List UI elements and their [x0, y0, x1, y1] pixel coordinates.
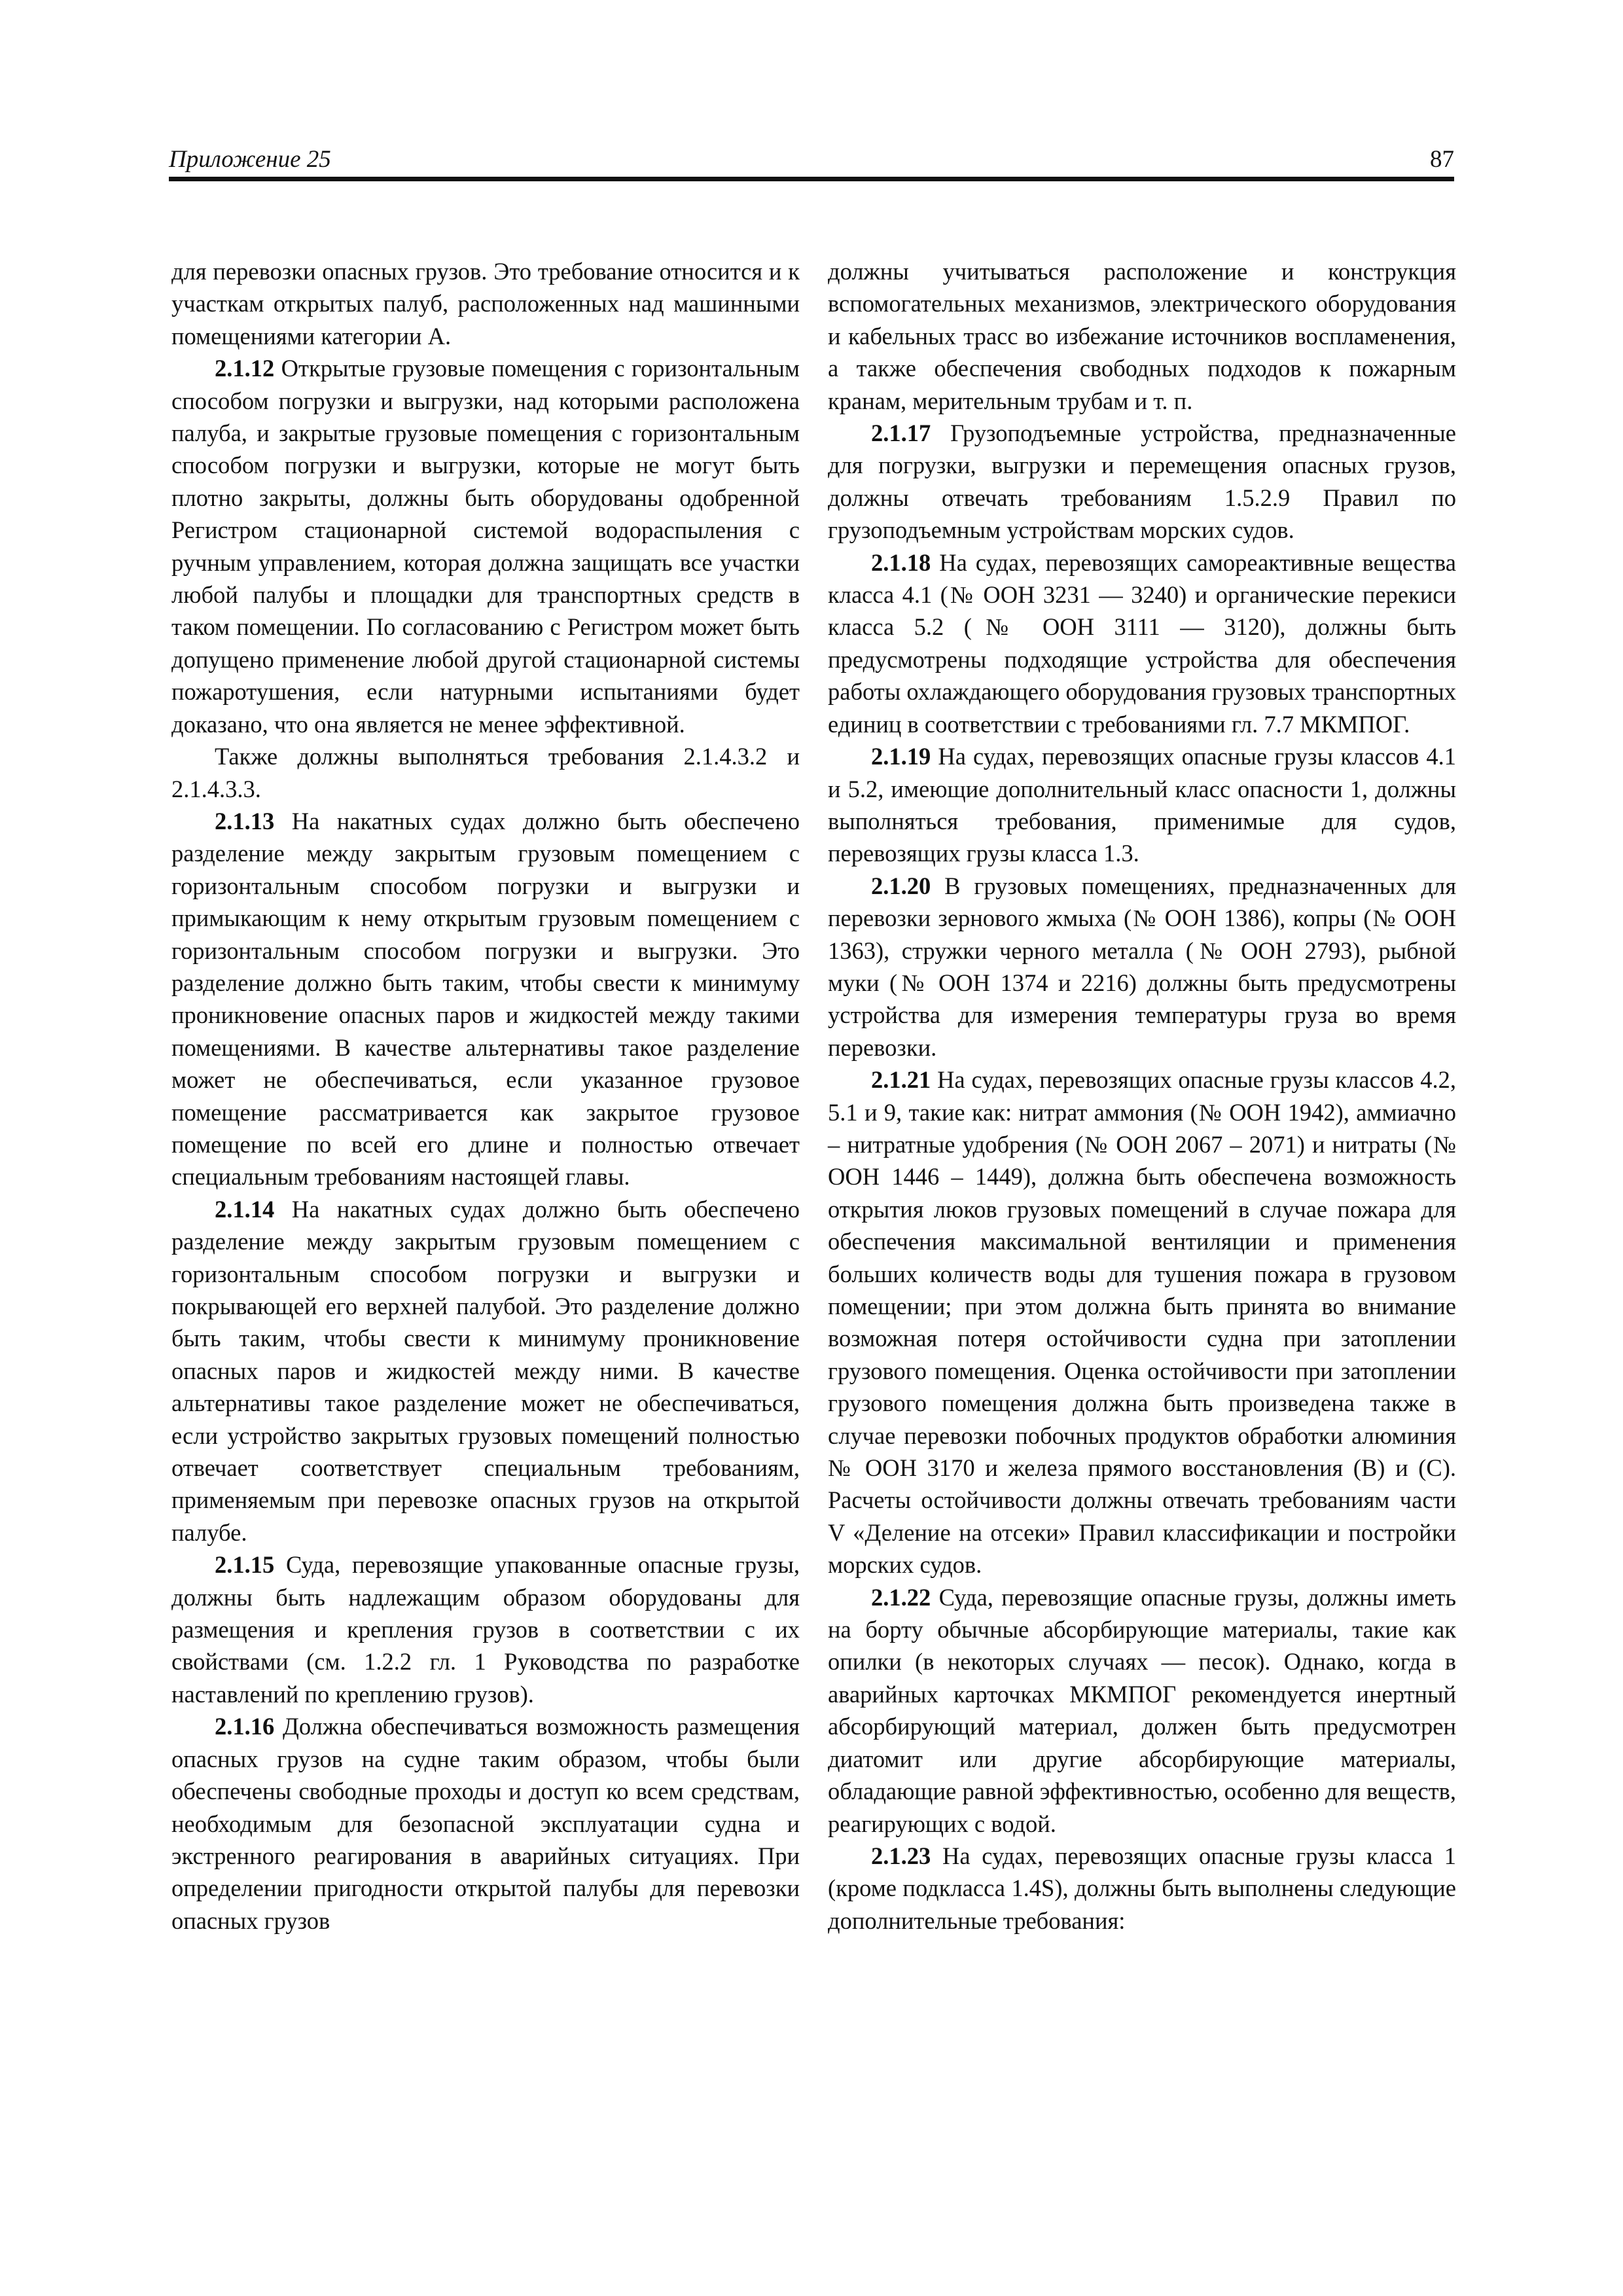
clause-number: 2.1.15	[215, 1551, 275, 1579]
clause-number: 2.1.22	[871, 1583, 931, 1611]
paragraph	[171, 352, 800, 740]
paragraph	[828, 1064, 1456, 1581]
clause-number: 2.1.17	[871, 420, 931, 447]
paragraph-text: На накатных судах должно быть обеспечено разделение между закрытым грузовым помещением с горизонтальным способом погрузки и выгрузки и покрывающей его верхней палубой. Это разделение должно быть таким, чтобы свести к минимуму проникновение опасных паров и жидкостей между ними. В качестве альтернативы такое разделение может не обеспечиваться, если устройство закрытых грузовых помещений полностью отвечает соответствует специальным требованиям, применяемым при перевозке опасных грузов на открытой палубе.	[171, 1195, 800, 1546]
clause-number: 2.1.21	[871, 1066, 931, 1094]
running-header	[169, 145, 1454, 179]
paragraph-text: На судах, перевозящих опасные грузы классов 4.1 и 5.2, имеющие дополнительный класс опасности 1, должны выполняться требования, применимые для судов, перевозящих грузы класса 1.3.	[828, 743, 1456, 867]
paragraph-text: На накатных судах должно быть обеспечено разделение между закрытым грузовым помещением с горизонтальным способом погрузки и выгрузки и примыкающим к нему открытым грузовым помещением с горизонтальным способом погрузки и выгрузки. Это разделение должно быть таким, чтобы свести к минимуму проникновение опасных паров и жидкостей между такими помещениями. В качестве альтернативы такое разделение может не обеспечиваться, если указанное грузовое помещение рассматривается как закрытое грузовое помещение по всей его длине и полностью отвечает специальным требованиям настоящей главы.	[171, 807, 800, 1191]
page-number: 87	[1430, 146, 1454, 173]
clause-number: 2.1.20	[871, 872, 931, 899]
paragraph-text: На судах, перевозящих опасные грузы классов 4.2, 5.1 и 9, такие как: нитрат аммония (№ ООН 1942), аммиачно – нитратные удобрения (№ ООН 2067 – 2071) и нитраты (№ ООН 1446 – 1449), должна быть обеспечена возможность открытия люков грузовых помещений в случае пожара для обеспечения максимальной вентиляции и применения больших количеств воды для тушения пожара в грузовом помещении; при этом должна быть принята во внимание возможная потеря остойчивости судна при затоплении грузового помещения. Оценка остойчивости при затоплении грузового помещения должна быть произведена также в случае перевозки побочных продуктов обработки алюминия № ООН 3170 и железа прямого восстановления (В) и (С). Расчеты остойчивости должны отвечать требованиям части V «Деление на отсеки» Правил классификации и постройки морских судов.	[828, 1066, 1456, 1579]
clause-number: 2.1.12	[215, 355, 275, 382]
paragraph	[828, 255, 1456, 417]
right-column	[828, 255, 1456, 2140]
paragraph	[171, 1710, 800, 1937]
clause-number: 2.1.18	[871, 548, 931, 576]
paragraph	[828, 547, 1456, 740]
clause-number: 2.1.13	[215, 807, 275, 834]
paragraph	[828, 1840, 1456, 1937]
paragraph	[828, 870, 1456, 1064]
paragraph	[828, 417, 1456, 547]
paragraph-text: В грузовых помещениях, предназначенных для перевозки зернового жмыха (№ ООН 1386), копры (№ ООН 1363), стружки черного металла (№ ООН 2793), рыбной муки (№ ООН 1374 и 2216) должны быть предусмотрены устройства для измерения температуры груза во время перевозки.	[828, 872, 1456, 1061]
paragraph-text: должны учитываться расположение и конструкция вспомогательных механизмов, электрического оборудования и кабельных трасс во избежание источников воспламенения, а также обеспечения свободных подходов к пожарным кранам, мерительным трубам и т. п.	[828, 258, 1456, 414]
paragraph-text: Суда, перевозящие опасные грузы, должны иметь на борту обычные абсорбирующие материалы, такие как опилки (в некоторых случаях — песок). Однако, когда в аварийных карточках МКМПОГ рекомендуется инертный абсорбирующий материал, должен быть предусмотрен диатомит или другие абсорбирующие материалы, обладающие равной эффективностью, особенно для веществ, реагирующих с водой.	[828, 1583, 1456, 1837]
section-title: Приложение 25	[169, 146, 331, 173]
paragraph-text: На судах, перевозящих самореактивные вещества класса 4.1 (№ ООН 3231 — 3240) и органические перекиси класса 5.2 (№ ООН 3111 — 3120), должны быть предусмотрены подходящие устройства для обеспечения работы охлаждающего оборудования грузовых транспортных единиц в соответствии с требованиями гл. 7.7 МКМПОГ.	[828, 548, 1456, 738]
paragraph-text: Открытые грузовые помещения с горизонтальным способом погрузки и выгрузки, над которыми расположена палуба, и закрытые грузовые помещения с горизонтальным способом погрузки и выгрузки, которые не могут быть плотно закрыты, должны быть оборудованы одобренной Регистром стационарной системой водораспыления с ручным управлением, которая должна защищать все участки любой палубы и площадки для транспортных средств в таком помещении. По согласованию с Регистром может быть допущено применение любой другой стационарной системы пожаротушения, если натурными испытаниями будет доказано, что она является не менее эффективной.	[171, 355, 800, 738]
clause-number: 2.1.16	[215, 1713, 275, 1740]
paragraph-text: Должна обеспечиваться возможность размещения опасных грузов на судне таким образом, чтобы были обеспечены свободные проходы и доступ ко всем средствам, необходимым для безопасной эксплуатации судна и экстренного реагирования в аварийных ситуациях. При определении пригодности открытой палубы для перевозки опасных грузов	[171, 1713, 800, 1934]
paragraph-text: На судах, перевозящих опасные грузы класса 1 (кроме подкласса 1.4S), должны быть выполнены следующие дополнительные требования:	[828, 1842, 1456, 1934]
paragraph	[171, 1193, 800, 1549]
paragraph-text: для перевозки опасных грузов. Это требование относится и к участкам открытых палуб, расположенных над машинными помещениями категории А.	[171, 258, 800, 350]
paragraph-text: Также должны выполняться требования 2.1.4.3.2 и 2.1.4.3.3.	[171, 743, 800, 802]
paragraph	[171, 740, 800, 805]
paragraph-text: Суда, перевозящие упакованные опасные грузы, должны быть надлежащим образом оборудованы для размещения и крепления грузов в соответствии с их свойствами (см. 1.2.2 гл. 1 Руководства по разработке наставлений по креплению грузов).	[171, 1551, 800, 1708]
paragraph	[828, 740, 1456, 870]
header-rule	[169, 177, 1454, 181]
clause-number: 2.1.19	[871, 743, 931, 770]
paragraph	[171, 255, 800, 352]
left-column	[171, 255, 800, 2140]
paragraph	[171, 1549, 800, 1710]
clause-number: 2.1.14	[215, 1195, 275, 1223]
paragraph	[828, 1581, 1456, 1840]
paragraph	[171, 805, 800, 1193]
paragraph-text: Грузоподъемные устройства, предназначенные для погрузки, выгрузки и перемещения опасных грузов, должны отвечать требованиям 1.5.2.9 Правил по грузоподъемным устройствам морских судов.	[828, 420, 1456, 544]
clause-number: 2.1.23	[871, 1842, 931, 1869]
